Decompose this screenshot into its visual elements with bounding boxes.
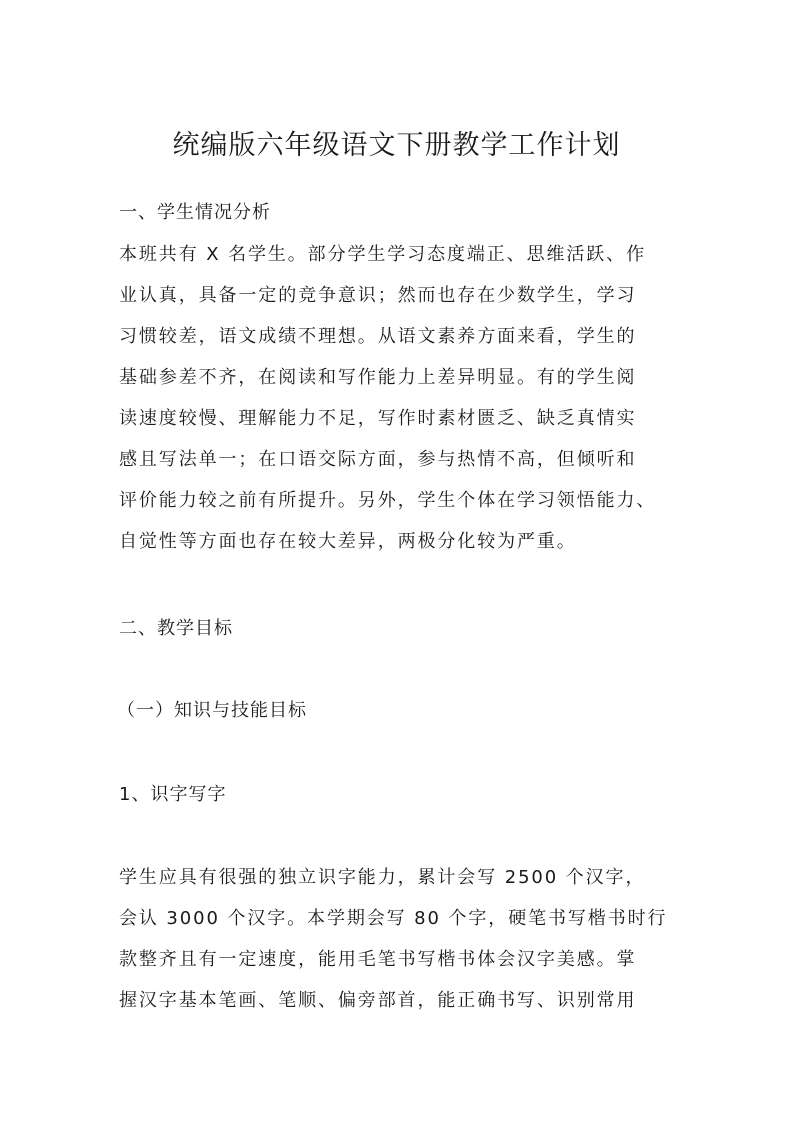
paragraph-line: 会认 3000 个汉字。本学期会写 80 个字，硬笔书写楷书时行 <box>119 908 668 929</box>
paragraph-literacy-writing <box>119 857 679 1021</box>
section-heading-student-analysis: 一、学生情况分析 <box>119 202 271 223</box>
sub-heading-knowledge-skills: （一）知识与技能目标 <box>117 700 307 721</box>
document-title: 统编版六年级语文下册教学工作计划 <box>172 130 621 161</box>
paragraph-line: 习惯较差，语文成绩不理想。从语文素养方面来看，学生的 <box>119 326 637 347</box>
paragraph-line: 评价能力较之前有所提升。另外，学生个体在学习领悟能力、 <box>119 490 657 511</box>
paragraph-line: 读速度较慢、理解能力不足，写作时素材匮乏、缺乏真情实 <box>119 408 637 429</box>
item-heading-literacy-writing: 1、识字写字 <box>119 784 227 805</box>
paragraph-line: 握汉字基本笔画、笔顺、偏旁部首，能正确书写、识别常用 <box>119 990 637 1011</box>
paragraph-line: 本班共有 X 名学生。部分学生学习态度端正、思维活跃、作 <box>119 244 646 265</box>
paragraph-student-analysis <box>119 234 679 562</box>
paragraph-line: 感且写法单一；在口语交际方面，参与热情不高，但倾听和 <box>119 449 637 470</box>
paragraph-line: 款整齐且有一定速度，能用毛笔书写楷书体会汉字美感。掌 <box>119 949 637 970</box>
paragraph-line: 自觉性等方面也存在较大差异，两极分化较为严重。 <box>119 531 577 552</box>
paragraph-line: 学生应具有很强的独立识字能力，累计会写 2500 个汉字， <box>119 867 646 888</box>
paragraph-line: 基础参差不齐，在阅读和写作能力上差异明显。有的学生阅 <box>119 367 637 388</box>
paragraph-line: 业认真，具备一定的竞争意识；然而也存在少数学生，学习 <box>119 285 637 306</box>
section-heading-teaching-goals: 二、教学目标 <box>119 618 233 639</box>
